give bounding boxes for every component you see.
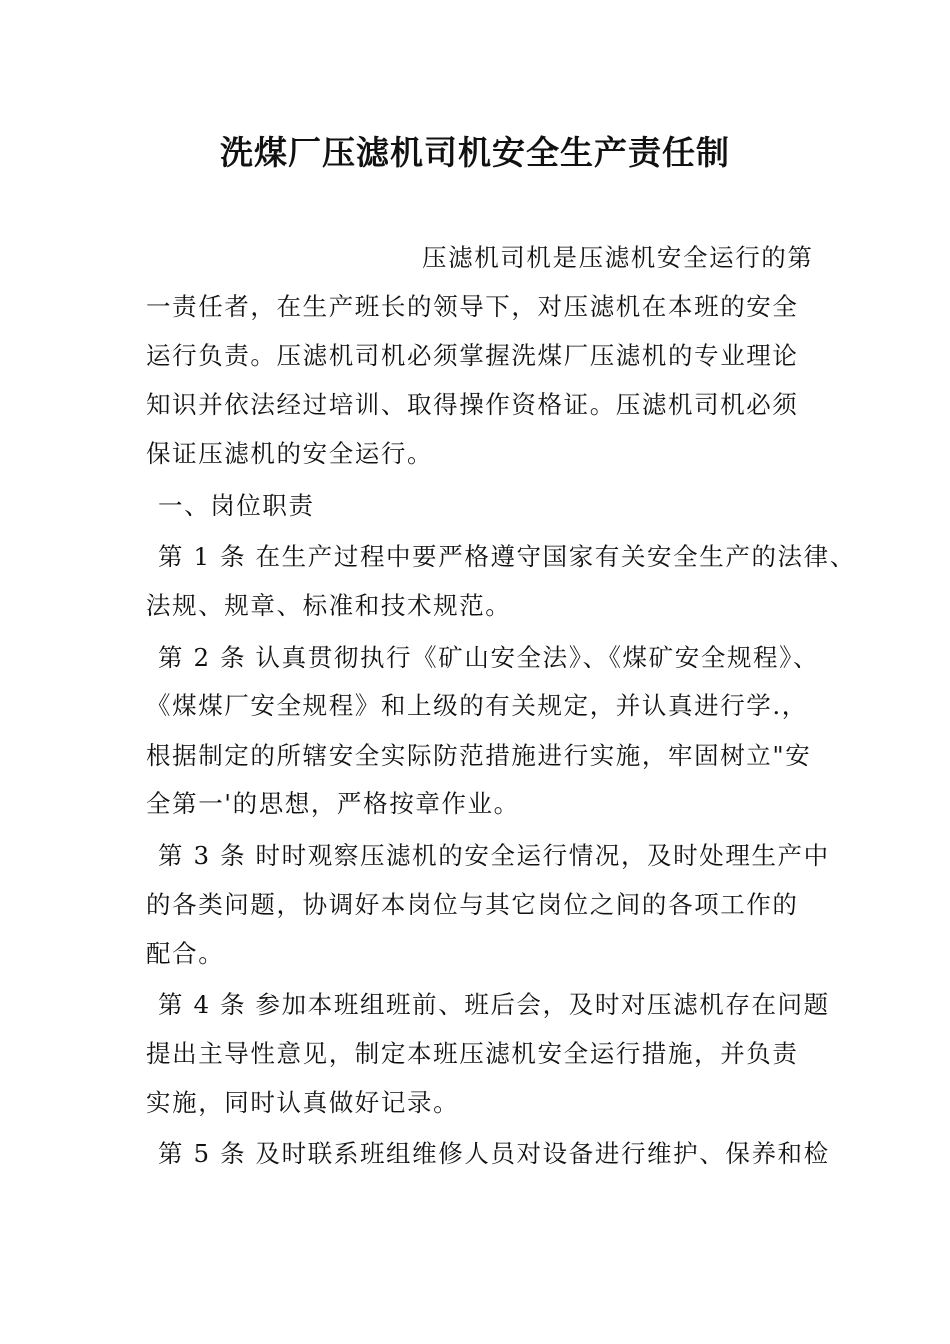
paragraph-line: 配合。 xyxy=(146,939,225,968)
article-line: 第 5 条 及时联系班组维修人员对设备进行维护、保养和检 xyxy=(158,1139,830,1168)
paragraph-line: 压滤机司机是压滤机安全运行的第 xyxy=(422,243,814,272)
paragraph-line: 知识并依法经过培训、取得操作资格证。压滤机司机必须 xyxy=(146,390,799,419)
paragraph-line: 《煤煤厂安全规程》和上级的有关规定，并认真进行学.， xyxy=(146,691,808,720)
article-line: 第 4 条 参加本班组班前、班后会，及时对压滤机存在问题 xyxy=(158,990,830,1019)
paragraph-line: 全第一'的思想，严格按章作业。 xyxy=(146,789,520,818)
paragraph-line: 提出主导性意见，制定本班压滤机安全运行措施，并负责 xyxy=(146,1039,799,1068)
paragraph-line: 根据制定的所辖安全实际防范措施进行实施，牢固树立"安 xyxy=(146,741,812,770)
document-title: 洗煤厂压滤机司机安全生产责任制 xyxy=(220,133,730,172)
article-line: 第 1 条 在生产过程中要严格遵守国家有关安全生产的法律、 xyxy=(158,542,856,571)
article-line: 第 3 条 时时观察压滤机的安全运行情况，及时处理生产中 xyxy=(158,841,830,870)
paragraph-line: 一责任者，在生产班长的领导下，对压滤机在本班的安全 xyxy=(146,292,799,321)
paragraph-line: 保证压滤机的安全运行。 xyxy=(146,439,434,468)
paragraph-line: 实施，同时认真做好记录。 xyxy=(146,1088,460,1117)
paragraph-line: 的各类问题，协调好本岗位与其它岗位之间的各项工作的 xyxy=(146,890,799,919)
article-line: 第 2 条 认真贯彻执行《矿山安全法》、《煤矿安全规程》、 xyxy=(158,643,820,672)
section-heading: 一、岗位职责 xyxy=(158,491,315,520)
paragraph-line: 运行负责。压滤机司机必须掌握洗煤厂压滤机的专业理论 xyxy=(146,341,799,370)
paragraph-line: 法规、规章、标准和技术规范。 xyxy=(146,591,512,620)
